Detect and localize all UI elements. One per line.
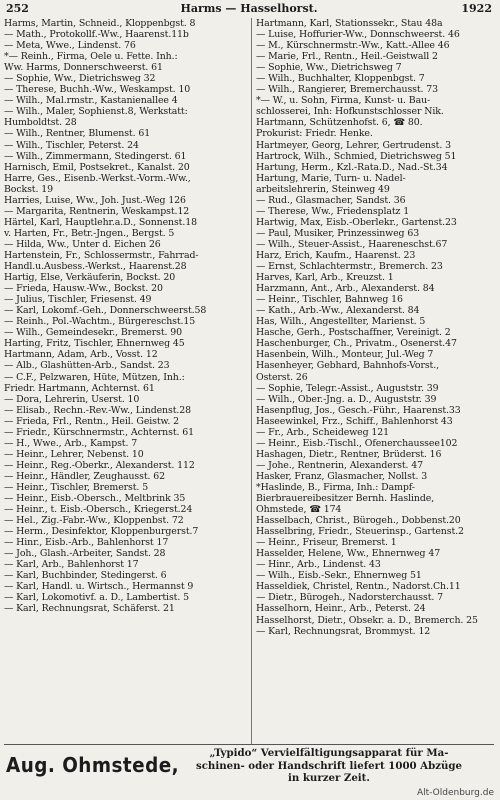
directory-entry: Hasenheyer, Gebhard, Bahnhofs-Vorst., (256, 360, 439, 372)
directory-entry: Bockst. 19 (4, 183, 53, 195)
directory-entry: — Heinr., Friseur, Bremerst. 1 (256, 537, 397, 549)
ad-text (164, 747, 494, 785)
directory-entry: Hashagen, Dietr., Rentner, Brüderst. 16 (256, 448, 442, 460)
right-column (256, 18, 496, 637)
directory-entry: Hartmann, Karl, Stationssekr., Stau 48a (256, 18, 443, 29)
directory-entry: — Karl, Arb., Bahlenhorst 17 (4, 559, 139, 571)
directory-entry: — Reinh., Pol.-Wachtm., Bürgereschst.15 (4, 316, 196, 328)
directory-entry: Hartig, Else, Verkäuferin, Bockst. 20 (4, 272, 176, 284)
directory-entry: — Wilh., Ober.-Jng. a. D., Auguststr. 39 (256, 393, 437, 405)
directory-entry: — Math., Protokollf.-Ww., Haarenst.11b (4, 29, 189, 41)
directory-entry: — Rud., Glasmacher, Sandst. 36 (256, 194, 406, 206)
directory-entry: Hasselder, Helene, Ww., Ehnernweg 47 (256, 548, 441, 560)
directory-entry: Has, Wilh., Angestellter, Marienst. 5 (256, 316, 426, 328)
directory-entry: Hartmann, Schützenhofst. 6, ☎ 80. (256, 117, 423, 129)
directory-entry: Harms, Martin, Schneid., Kloppenbgst. 8 (4, 18, 196, 29)
directory-entry: — Karl, Rechnungsrat, Schäferst. 21 (4, 603, 175, 615)
directory-entry: — Therese, Ww., Friedensplatz 1 (256, 205, 410, 217)
directory-entry: — C.F., Pelzwaren, Hüte, Mützen, Inh.: (4, 371, 185, 383)
ad-name: Aug. Ohmstede, (6, 753, 180, 777)
directory-entry: — Wilh., Maler, Sophienst.8, Werkstatt: (4, 106, 188, 118)
directory-entry: Harzmann, Ant., Arb., Alexanderst. 84 (256, 283, 435, 295)
directory-entry: — Heinr., Eisb.-Tischl., Ofenerchaussee102 (256, 437, 458, 449)
directory-entry: — Ernst, Schlachtermstr., Bremerch. 23 (256, 261, 443, 273)
directory-entry: — Hinr., Eisb.-Arb., Bahlenhorst 17 (4, 537, 169, 549)
directory-entry: Hasche, Gerh., Postschaffner, Vereinigt. 2 (256, 327, 451, 339)
directory-entry: — Wilh., Steuer-Assist., Haareneschst.67 (256, 238, 448, 250)
directory-entry: — Sophie, Ww., Dietrichsweg 7 (256, 62, 402, 74)
directory-entry: — Sophie, Telegr.-Assist., Auguststr. 39 (256, 382, 439, 394)
directory-entry: arbeitslehrerin, Steinweg 49 (256, 183, 390, 195)
directory-entry: Harz, Erich, Kaufm., Haarenst. 23 (256, 249, 416, 261)
directory-entry: — Fr., Arb., Scheideweg 121 (256, 426, 389, 438)
directory-entry: — Karl, Lokomf.-Geh., Donnerschweerst.58 (4, 305, 207, 317)
directory-entry: schlosserei, Inh: Hofkunstschlosser Nik. (256, 106, 444, 118)
directory-entry: Friedr. Hartmann, Achternst. 61 (4, 382, 155, 394)
directory-entry: Harting, Fritz, Tischler, Ehnernweg 45 (4, 338, 185, 350)
directory-entry: — Wilh., Eisb.-Sekr., Ehnernweg 51 (256, 570, 422, 582)
directory-entry: Hasker, Franz, Glasmacher, Nollst. 3 (256, 470, 428, 482)
directory-entry: — Heinr., Tischler, Bremerst. 5 (4, 481, 149, 493)
directory-entry: — Julius, Tischler, Friesenst. 49 (4, 294, 152, 306)
directory-entry: — Wilh., Tischler, Peterst. 24 (4, 139, 139, 151)
directory-entry: — Paul, Musiker, Prinzessinweg 63 (256, 227, 420, 239)
directory-entry: — Meta, Wwe., Lindenst. 76 (4, 40, 136, 52)
directory-entry: — Karl, Buchbinder, Stedingerst. 6 (4, 570, 167, 582)
page-header (6, 2, 492, 16)
directory-entry: Hartwig, Max, Eisb.-Oberlekr., Gartenst.23 (256, 216, 457, 228)
directory-entry: Bierbrauereibesitzer Bernh. Haslinde, (256, 493, 435, 505)
directory-entry: v. Harten, Fr., Betr.-Jngen., Bergst. 5 (4, 227, 175, 239)
directory-entry: — Kath., Arb.-Ww., Alexanderst. 84 (256, 305, 420, 317)
directory-entry: *Haslinde, B., Firma, Inh.: Dampf- (256, 481, 415, 493)
directory-entry: Hartmann, Adam, Arb., Vosst. 12 (4, 349, 158, 361)
directory-entry: — Frieda, Hausw.-Ww., Bockst. 20 (4, 283, 163, 295)
directory-entry: Haschenburger, Ch., Privatm., Osenerst.47 (256, 338, 457, 350)
directory-entry: — Heinr., Lehrer, Nebenst. 10 (4, 448, 144, 460)
directory-entry: Osterst. 26 (256, 371, 308, 383)
directory-entry: — Wilh., Zimmermann, Stedingerst. 61 (4, 150, 187, 162)
directory-entry: Harries, Luise, Ww., Joh. Just.-Weg 126 (4, 194, 186, 206)
directory-entry: Handl.u.Ausbess.-Werkst., Haarenst.28 (4, 261, 187, 273)
directory-entry: — Karl, Handl. u. Wirtsch., Hermannst 9 (4, 581, 194, 593)
directory-entry: Ww. Harms, Donnerschweerst. 61 (4, 62, 163, 74)
directory-entry: Hartung, Marie, Turn- u. Nadel- (256, 172, 406, 184)
directory-entry: Hasselhorn, Heinr., Arb., Peterst. 24 (256, 603, 426, 615)
directory-entry: — Luise, Hoffurier-Ww., Donnschweerst. 46 (256, 29, 460, 41)
column-divider (251, 18, 252, 744)
directory-entry: — Frieda, Frl., Rentn., Heil. Geistw. 2 (4, 415, 179, 427)
directory-entry: — Heinr., t. Eisb.-Obersch., Kriegerst.24 (4, 504, 193, 516)
directory-entry: Humboldtst. 28 (4, 117, 77, 129)
left-column (4, 18, 248, 615)
page-number: 252 (6, 2, 29, 15)
directory-entry: Hasselhorst, Dietr., Obsekr. a. D., Bremerch. 25 (256, 614, 478, 626)
directory-entry: — Friedr., Kürschnermstr., Achternst. 61 (4, 426, 194, 438)
directory-entry: — Karl, Lokomotivf. a. D., Lambertist. 5 (4, 592, 189, 604)
directory-entry: — Wilh., Rangierer, Bremerchausst. 73 (256, 84, 439, 96)
page-year: 1922 (461, 2, 492, 15)
ad-line: „Typido“ Vervielfältigungsapparat für Ma- (209, 747, 449, 759)
directory-entry: Ohmstede, ☎ 174 (256, 504, 342, 516)
directory-entry: — Therese, Buchh.-Ww., Weskampst. 10 (4, 84, 191, 96)
watermark: Alt-Oldenburg.de (416, 788, 494, 798)
ad-line: schinen- oder Handschrift liefert 1000 Abzüge (195, 759, 462, 772)
directory-entry: — Heinr., Reg.-Oberkr., Alexanderst. 112 (4, 459, 195, 471)
directory-entry: — Alb., Glashütten-Arb., Sandst. 23 (4, 360, 170, 372)
directory-entry: — Heinr., Händler, Zeughausst. 62 (4, 470, 166, 482)
directory-entry: Hartenstein, Fr., Schlossermstr., Fahrrad- (4, 249, 199, 261)
directory-entry: Hartung, Herm., Kzl.-Rata.D., Nad.-St.34 (256, 161, 448, 173)
directory-entry: Harves, Karl, Arb., Kreuzst. 1 (256, 272, 394, 284)
directory-entry: Prokurist: Friedr. Henke. (256, 128, 373, 140)
directory-entry: — Hel., Zig.-Fabr.-Ww., Kloppenbst. 72 (4, 515, 184, 527)
directory-entry: — Heinr., Tischler, Bahnweg 16 (256, 294, 403, 306)
directory-entry: — Heinr., Eisb.-Obersch., Meltbrink 35 (4, 493, 186, 505)
directory-entry: *— W., u. Sohn, Firma, Kunst- u. Bau- (256, 95, 431, 107)
directory-entry: — Dora, Lehrerin, Userst. 10 (4, 393, 140, 405)
directory-entry: Hasseldiek, Christel, Rentn., Nadorst.Ch.11 (256, 581, 461, 593)
directory-entry: — Dietr., Bürogeh., Nadorsterchausst. 7 (256, 592, 444, 604)
page-title: Harms — Hasselhorst. (180, 2, 318, 15)
directory-entry: — Wilh., Rentner, Blumenst. 61 (4, 128, 151, 140)
directory-entry: — Karl, Rechnungsrat, Brommyst. 12 (256, 625, 431, 637)
directory-entry: — Johe., Rentnerin, Alexanderst. 47 (256, 459, 423, 471)
directory-entry: — Wilh., Mal.rmstr., Kastanienallee 4 (4, 95, 178, 107)
directory-entry: — Wilh., Buchhalter, Kloppenbgst. 7 (256, 73, 425, 85)
directory-entry: — Margarita, Rentnerin, Weskampst.12 (4, 205, 190, 217)
directory-entry: *— Reinh., Firma, Oele u. Fette. Inh.: (4, 51, 178, 63)
ad-line: in kurzer Zeit. (288, 772, 370, 784)
directory-entry: Hasenpflug, Jos., Gesch.-Führ., Haarenst.33 (256, 404, 461, 416)
directory-entry: Harre, Ges., Eisenb.-Werkst.-Vorm.-Ww., (4, 172, 191, 184)
directory-entry: Hartmeyer, Georg, Lehrer, Gertrudenst. 3 (256, 139, 451, 151)
directory-entry: — Hilda, Ww., Unter d. Eichen 26 (4, 238, 161, 250)
directory-entry: — Herm., Desinfektor, Kloppenburgerst.7 (4, 526, 199, 538)
directory-entry: — M., Kürschnermstr.-Ww., Katt.-Allee 46 (256, 40, 450, 52)
directory-entry: Härtel, Karl, Hauptlehr.a.D., Sonnenst.18 (4, 216, 197, 228)
directory-entry: — Marie, Frl., Rentn., Heil.-Geistwall 2 (256, 51, 438, 63)
directory-entry: — Wilh., Gemeindesekr., Bremerst. 90 (4, 327, 182, 339)
directory-entry: Hasenbein, Wilh., Monteur, Jul.-Weg 7 (256, 349, 434, 361)
directory-entry: Hasselbach, Christ., Bürogeh., Dobbenst.20 (256, 515, 461, 527)
directory-entry: Hasselbring, Friedr., Steuerinsp., Gartenst.2 (256, 526, 464, 538)
directory-entry: Hartrock, Wilh., Schmied, Dietrichsweg 51 (256, 150, 457, 162)
directory-entry: — Hinr., Arb., Lindenst. 43 (256, 559, 381, 571)
directory-entry: Haseewinkel, Frz., Schiff., Bahlenhorst 43 (256, 415, 453, 427)
directory-entry: — Sophie, Ww., Dietrichsweg 32 (4, 73, 156, 85)
directory-entry: Harnisch, Emil, Postsekret., Kanalst. 20 (4, 161, 190, 173)
advertisement (4, 744, 494, 789)
directory-entry: — Joh., Glash.-Arbeiter, Sandst. 28 (4, 548, 166, 560)
directory-entry: — Elisab., Rechn.-Rev.-Ww., Lindenst.28 (4, 404, 191, 416)
directory-entry: — H., Wwe., Arb., Kampst. 7 (4, 437, 138, 449)
